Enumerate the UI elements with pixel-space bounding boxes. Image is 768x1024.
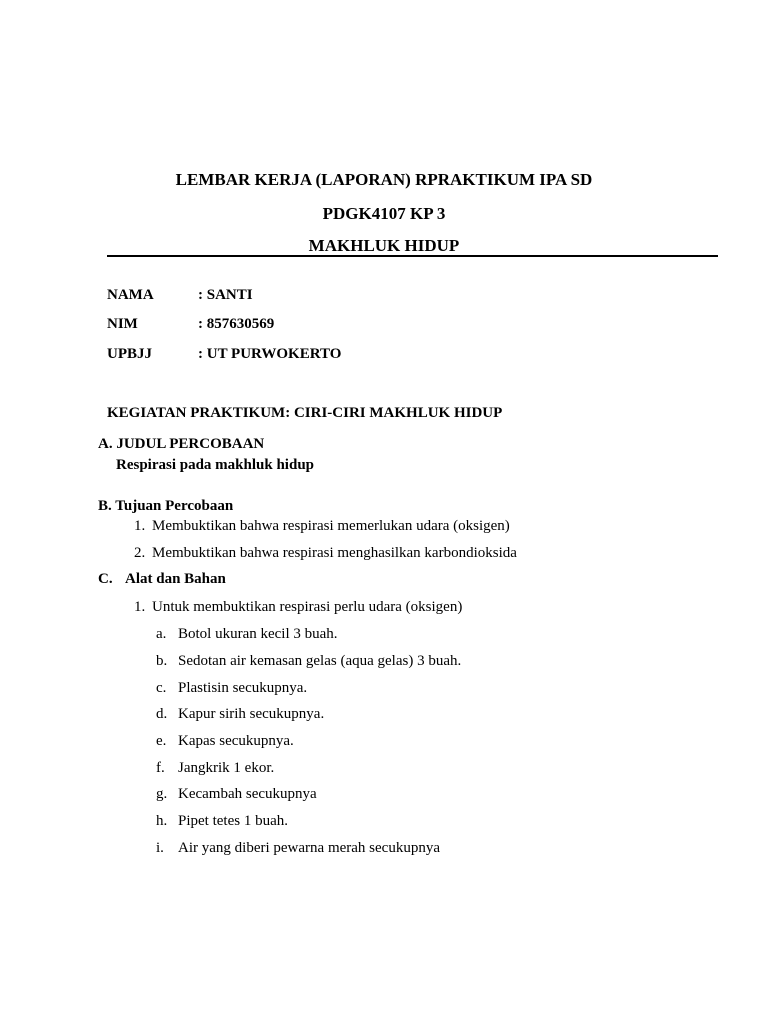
subitem-letter: e.	[156, 733, 167, 749]
upbjj-value: : UT PURWOKERTO	[198, 346, 342, 362]
subitem-text: Botol ukuran kecil 3 buah.	[178, 626, 338, 642]
subitem-text: Air yang diberi pewarna merah secukupnya	[178, 840, 440, 856]
subitem-letter: i.	[156, 840, 164, 856]
report-title: LEMBAR KERJA (LAPORAN) RPRAKTIKUM IPA SD	[175, 170, 593, 189]
subitem-letter: g.	[156, 786, 168, 802]
subitem-text: Pipet tetes 1 buah.	[178, 813, 288, 829]
subitem-letter: h.	[156, 813, 168, 829]
subitem-letter: f.	[156, 760, 165, 776]
course-code: PDGK4107 KP 3	[322, 204, 446, 223]
name-value: : SANTI	[198, 287, 253, 303]
section-a-heading: A. JUDUL PERCOBAAN	[98, 436, 265, 452]
section-b-item-2: Membuktikan bahwa respirasi menghasilkan karbondioksida	[152, 545, 517, 561]
section-c-item-1: Untuk membuktikan respirasi perlu udara (oksigen)	[152, 599, 463, 615]
upbjj-label: UPBJJ	[107, 346, 152, 362]
topic-title: MAKHLUK HIDUP	[308, 236, 460, 255]
section-b-item-1-num: 1.	[134, 518, 146, 534]
section-c-heading: Alat dan Bahan	[125, 571, 226, 587]
header-divider	[107, 255, 718, 257]
subitem-letter: c.	[156, 680, 167, 696]
subitem-text: Jangkrik 1 ekor.	[178, 760, 275, 776]
subitem-text: Kapur sirih secukupnya.	[178, 706, 325, 722]
subitem-letter: a.	[156, 626, 167, 642]
name-label: NAMA	[107, 287, 154, 303]
subitem-text: Kapas secukupnya.	[178, 733, 294, 749]
section-b-heading: B. Tujuan Percobaan	[98, 498, 234, 514]
section-b-item-1: Membuktikan bahwa respirasi memerlukan udara (oksigen)	[152, 518, 510, 534]
subitem-text: Sedotan air kemasan gelas (aqua gelas) 3 buah.	[178, 653, 462, 669]
subitem-text: Plastisin secukupnya.	[178, 680, 308, 696]
section-c-item-1-num: 1.	[134, 599, 146, 615]
subitem-text: Kecambah secukupnya	[178, 786, 317, 802]
nim-label: NIM	[107, 316, 138, 332]
subitem-letter: b.	[156, 653, 168, 669]
activity-title: KEGIATAN PRAKTIKUM: CIRI-CIRI MAKHLUK HIDUP	[107, 405, 503, 421]
subitem-letter: d.	[156, 706, 168, 722]
nim-value: : 857630569	[198, 316, 275, 332]
section-a-text: Respirasi pada makhluk hidup	[116, 457, 315, 473]
section-c-letter: C.	[98, 571, 113, 587]
section-b-item-2-num: 2.	[134, 545, 146, 561]
